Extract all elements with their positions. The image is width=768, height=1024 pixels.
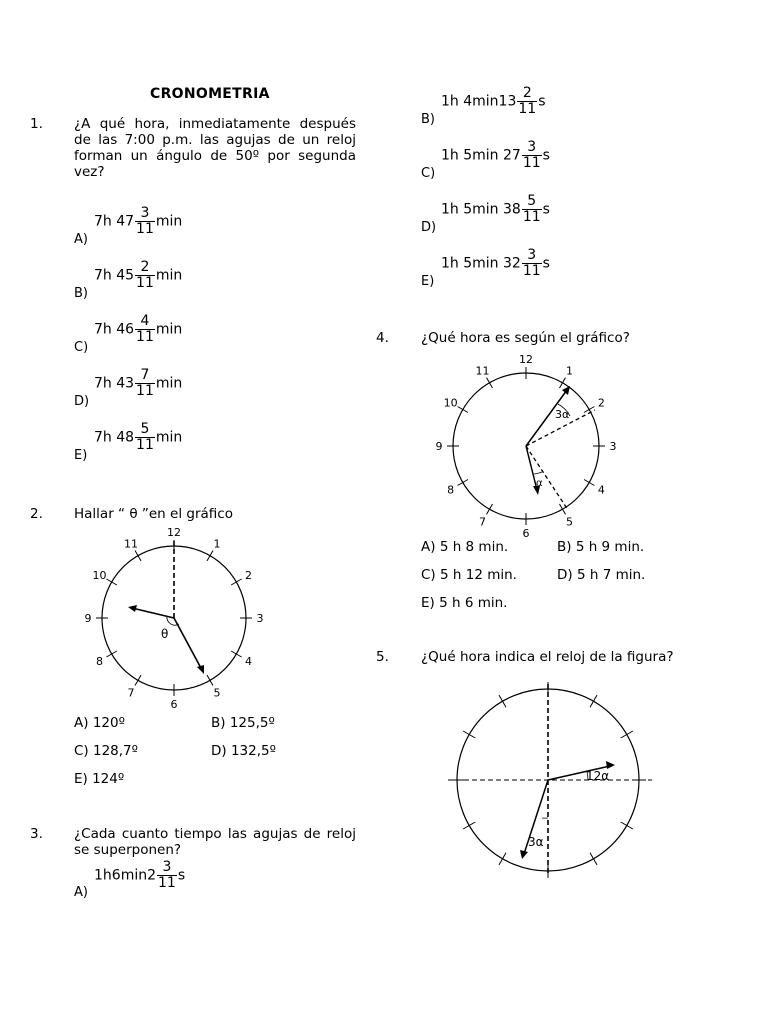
q4-hour-tick: [560, 378, 566, 388]
q2-option: [74, 743, 138, 759]
fraction-numerator: 5: [527, 193, 537, 209]
q4-hour-label: 9: [435, 440, 443, 453]
q2-hour-tick: [207, 675, 213, 685]
option-value: 5 h 8 min.: [439, 539, 509, 555]
q2-hour-label: 9: [84, 612, 92, 625]
fraction-denominator: 11: [136, 221, 154, 237]
q5-hour-hand-arrow: [520, 850, 528, 859]
q5-hour-tick: [499, 853, 506, 865]
q2-hour-hand-arrow: [128, 605, 137, 612]
option-letter: A): [421, 539, 436, 555]
option-fraction: [135, 368, 155, 399]
q4-dashed-line-5: [526, 446, 568, 510]
option-value: 5 h 7 min.: [576, 567, 646, 583]
q4-hour-label: 3: [609, 440, 617, 453]
option-unit: min: [155, 429, 183, 446]
option-whole-part: 1h 4min13: [441, 93, 517, 110]
q2-hour-hand: [132, 608, 174, 618]
q2-hour-tick: [106, 579, 116, 585]
q3-option-letter: C): [421, 166, 436, 181]
q2-hour-label: 8: [96, 655, 104, 668]
q5-hour-tick: [499, 695, 506, 707]
q2-option: [211, 743, 276, 759]
q2-minute-hand-arrow: [197, 665, 204, 674]
q2-hour-label: 5: [213, 686, 221, 700]
q5-hour-tick: [621, 822, 633, 829]
option-whole-part: 1h6min2: [94, 867, 156, 884]
q4-option: [421, 539, 508, 555]
q2-hour-tick: [106, 651, 116, 657]
fraction-numerator: 3: [162, 859, 172, 875]
q4-hour-tick: [458, 407, 468, 413]
q1-option-letter: A): [74, 232, 88, 247]
q2-hour-label: 12: [167, 528, 181, 539]
q4-option: [557, 539, 644, 555]
q2-hour-tick: [135, 550, 141, 560]
q4-hour-label: 5: [566, 515, 573, 529]
q4-hour-label: 12: [519, 353, 533, 366]
option-value: 5 h 12 min.: [440, 567, 517, 583]
option-fraction: [522, 194, 542, 225]
q2-hour-label: 11: [124, 537, 138, 551]
option-letter: D): [211, 743, 227, 759]
q2-hour-label: 4: [244, 655, 252, 668]
option-fraction: [522, 248, 542, 279]
fraction-numerator: 3: [527, 139, 537, 155]
q3-option-letter: A): [74, 885, 88, 900]
q2-option: [211, 715, 275, 731]
fraction-numerator: 3: [527, 247, 537, 263]
q2-hour-tick: [231, 651, 241, 657]
q4-option: [557, 567, 645, 583]
q2-hour-tick: [135, 675, 141, 685]
option-unit: min: [155, 375, 183, 392]
q5-minute-hand-arrow: [606, 761, 615, 769]
q1-option-expression: [94, 314, 182, 345]
option-fraction: [135, 422, 155, 453]
option-fraction: [157, 860, 177, 891]
q4-number: 4.: [376, 330, 389, 346]
option-unit: s: [542, 147, 550, 164]
q2-clock-diagram: [70, 528, 280, 708]
q3-option-expression: [441, 248, 550, 279]
q4-hour-label: 4: [597, 483, 605, 497]
q2-hour-label: 2: [244, 569, 252, 582]
option-value: 124º: [92, 771, 125, 787]
fraction-numerator: 5: [140, 421, 150, 437]
q2-hour-label: 6: [170, 698, 178, 708]
fraction-denominator: 11: [136, 383, 154, 399]
option-fraction: [522, 140, 542, 171]
option-letter: C): [74, 743, 89, 759]
option-unit: s: [177, 867, 186, 884]
q5-number: 5.: [376, 649, 389, 665]
q1-option-letter: D): [74, 394, 90, 409]
q4-angle-arc-bottom: [534, 472, 542, 474]
q3-option-expression: [441, 194, 550, 225]
q4-hour-label: 1: [566, 364, 573, 378]
q5-angle-right-label: 12α: [586, 769, 610, 783]
fraction-denominator: 11: [522, 263, 541, 279]
option-value: 5 h 6 min.: [439, 595, 508, 611]
fraction-denominator: 11: [136, 329, 154, 345]
q2-hour-label: 1: [213, 537, 221, 551]
q1-option-expression: [94, 368, 182, 399]
option-value: 5 h 9 min.: [575, 539, 645, 555]
q2-option: [74, 771, 124, 787]
q3-option-expression: [441, 86, 545, 117]
option-unit: s: [538, 93, 546, 110]
fraction-denominator: 11: [518, 101, 537, 117]
fraction-numerator: 2: [522, 85, 532, 101]
option-unit: s: [542, 255, 550, 272]
option-letter: B): [211, 715, 226, 731]
q5-hour-tick: [590, 695, 597, 707]
q4-hour-label: 8: [447, 483, 455, 497]
option-value: 125,5º: [229, 715, 275, 731]
q1-option-letter: B): [74, 286, 88, 301]
q2-hour-label: 7: [127, 686, 135, 700]
q5-clock-diagram: [440, 680, 660, 880]
option-letter: C): [421, 567, 436, 583]
option-whole-part: 7h 47: [94, 213, 135, 230]
option-letter: D): [557, 567, 573, 583]
q2-minute-hand: [174, 618, 202, 670]
q1-text: ¿A qué hora, inmediatamente después de las 7:00 p.m. las agujas de un reloj forman un ángulo de 50º por segunda vez?: [74, 116, 356, 180]
q5-hour-tick: [463, 822, 475, 829]
option-letter: A): [74, 715, 89, 731]
q5-hour-tick: [590, 853, 597, 865]
option-whole-part: 7h 48: [94, 429, 135, 446]
q1-option-letter: E): [74, 448, 88, 463]
fraction-denominator: 11: [158, 875, 176, 891]
option-fraction: [135, 260, 155, 291]
q4-hour-label: 7: [479, 515, 486, 529]
option-unit: s: [542, 201, 550, 218]
option-letter: E): [421, 595, 435, 611]
q1-option-expression: [94, 260, 182, 291]
q4-hour-tick: [487, 504, 493, 514]
q3-option-expression: [441, 140, 550, 171]
fraction-numerator: 7: [140, 367, 150, 383]
q4-hour-label: 2: [597, 396, 605, 410]
fraction-numerator: 4: [140, 313, 150, 329]
option-whole-part: 1h 5min 27: [441, 147, 521, 164]
q4-hour-label: 10: [443, 396, 458, 410]
q4-clock-diagram: [420, 350, 640, 540]
q3-text: ¿Cada cuanto tiempo las agujas de reloj se superponen?: [74, 826, 356, 858]
option-unit: min: [155, 267, 183, 284]
q1-option-letter: C): [74, 340, 89, 355]
option-fraction: [517, 86, 537, 117]
q3-option-letter: B): [421, 112, 435, 127]
q2-theta-label: θ: [161, 627, 169, 641]
fraction-denominator: 11: [522, 209, 541, 225]
q4-hour-tick: [458, 480, 468, 486]
option-unit: min: [155, 213, 183, 230]
q5-hour-tick: [463, 731, 475, 738]
q3-option-letter: E): [421, 274, 435, 289]
q3-option-letter: D): [421, 220, 437, 235]
option-letter: E): [74, 771, 88, 787]
option-value: 128,7º: [93, 743, 139, 759]
page-title: CRONOMETRIA: [150, 86, 270, 102]
fraction-numerator: 2: [140, 259, 150, 275]
fraction-numerator: 3: [140, 205, 150, 221]
option-whole-part: 7h 45: [94, 267, 135, 284]
option-fraction: [135, 206, 155, 237]
q4-hour-tick: [487, 378, 493, 388]
q2-hour-tick: [231, 579, 241, 585]
option-whole-part: 1h 5min 32: [441, 255, 521, 272]
q3-number: 3.: [30, 826, 43, 842]
q2-hour-label: 3: [256, 612, 264, 625]
option-whole-part: 7h 46: [94, 321, 135, 338]
option-whole-part: 1h 5min 38: [441, 201, 521, 218]
q4-hour-label: 11: [475, 364, 490, 378]
option-value: 120º: [92, 715, 125, 731]
q4-hour-tick: [584, 407, 594, 413]
q2-option: [74, 715, 125, 731]
option-value: 132,5º: [230, 743, 276, 759]
option-fraction: [135, 314, 155, 345]
q5-text: ¿Qué hora indica el reloj de la figura?: [421, 649, 674, 665]
q4-option: [421, 567, 517, 583]
q4-text: ¿Qué hora es según el gráfico?: [421, 330, 630, 346]
q4-hour-label: 6: [522, 527, 530, 540]
q2-hour-label: 10: [92, 569, 107, 582]
q4-angle-bottom-label: α: [536, 478, 543, 489]
q2-hour-tick: [207, 550, 213, 560]
q4-minute-hand-arrow: [562, 386, 570, 395]
q4-hour-tick: [584, 480, 594, 486]
q3-option-expression: [94, 860, 185, 891]
option-unit: min: [155, 321, 183, 338]
option-whole-part: 7h 43: [94, 375, 135, 392]
q4-option: [421, 595, 507, 611]
q1-number: 1.: [30, 116, 43, 132]
q5-angle-bottom-label: 3α: [528, 835, 544, 849]
fraction-denominator: 11: [136, 437, 154, 453]
fraction-denominator: 11: [136, 275, 154, 291]
q2-text: Hallar “ θ ”en el gráfico: [74, 506, 233, 522]
q5-hour-tick: [621, 731, 633, 738]
option-letter: B): [557, 539, 572, 555]
q2-number: 2.: [30, 506, 43, 522]
q1-option-expression: [94, 206, 182, 237]
q1-option-expression: [94, 422, 182, 453]
q4-angle-top-label: 3α: [555, 408, 570, 421]
fraction-denominator: 11: [522, 155, 541, 171]
